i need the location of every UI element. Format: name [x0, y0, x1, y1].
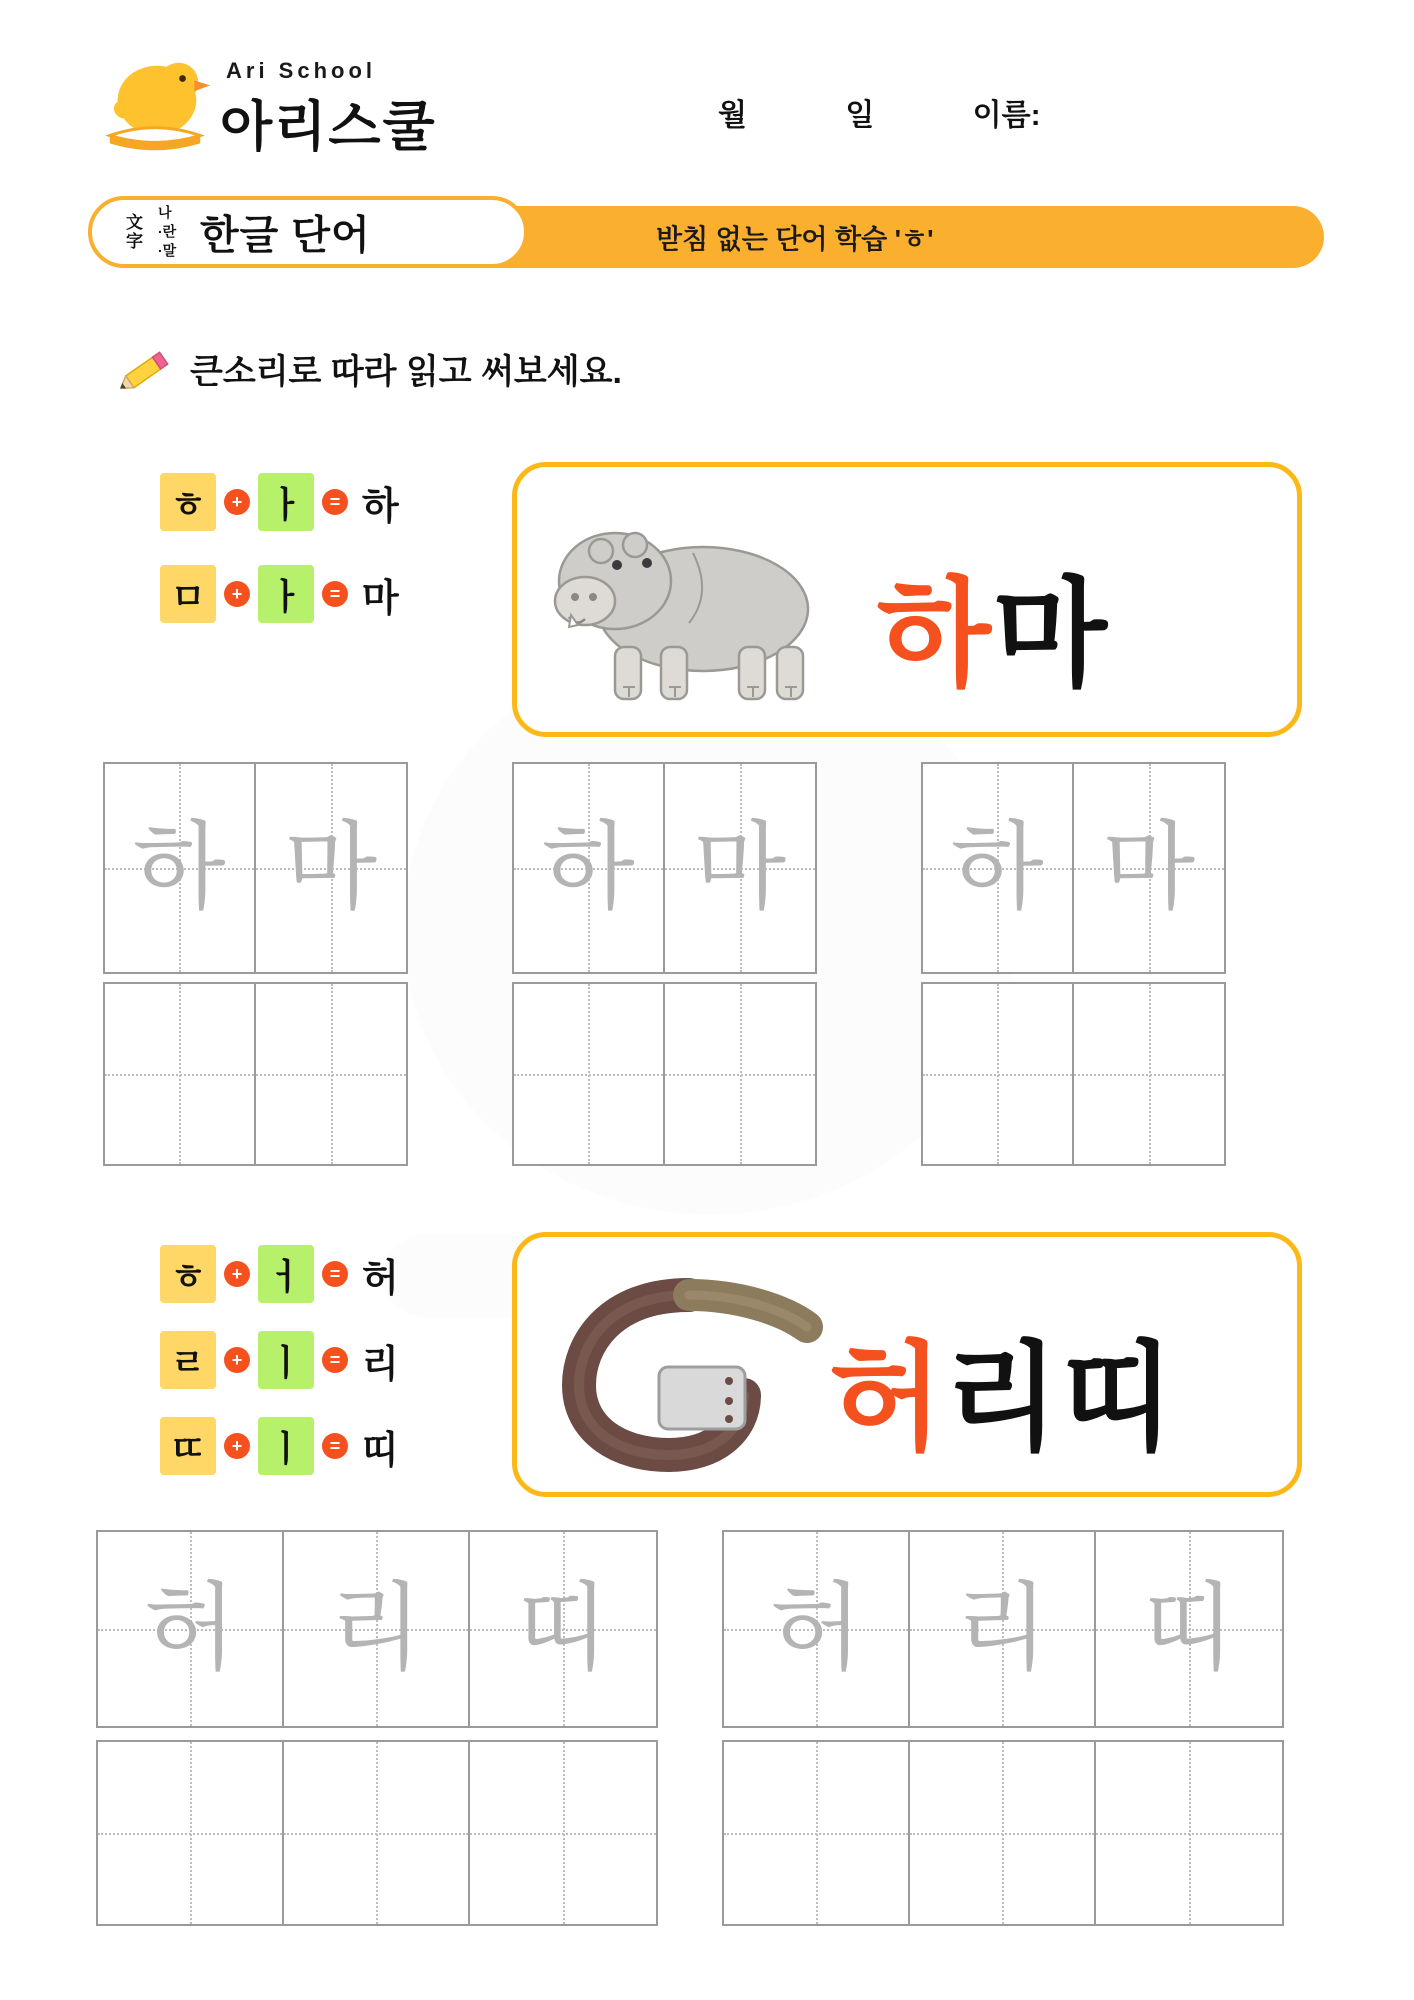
trace-grid[interactable]: [921, 762, 1226, 974]
word-char: 띠: [1061, 1333, 1177, 1465]
equals-icon: =: [322, 1261, 348, 1287]
word-char: 하: [877, 569, 993, 701]
ghost-char: 마: [693, 814, 787, 921]
title-bar: [88, 196, 1324, 268]
ghost-char: 하: [950, 814, 1044, 921]
equals-icon: =: [322, 1433, 348, 1459]
page-title: 한글 단어: [200, 213, 371, 258]
blank-cell[interactable]: [724, 1742, 910, 1924]
consonant-tile: ㅎ: [160, 1245, 216, 1303]
blank-cell[interactable]: [910, 1742, 1096, 1924]
equals-icon: =: [322, 1347, 348, 1373]
equation-row: [160, 1242, 399, 1306]
ghost-char: 마: [1102, 814, 1196, 921]
page-header: [88, 48, 1334, 158]
blank-grid[interactable]: [96, 1740, 658, 1926]
syllable-result: 리: [362, 1343, 399, 1386]
trace-cell[interactable]: [1074, 764, 1225, 972]
blank-cell[interactable]: [256, 984, 407, 1164]
field-month: 월: [718, 99, 747, 132]
equation-row: [160, 1328, 399, 1392]
word-text-heoritti: [829, 1303, 1177, 1473]
word-text-hama: [877, 539, 1109, 709]
blank-cell[interactable]: [923, 984, 1074, 1164]
field-name: 이름:: [972, 99, 1041, 132]
equation-row: [160, 1414, 399, 1478]
equation-block-hama: [160, 470, 399, 654]
word-card-hama: [512, 462, 1302, 737]
syllable-result: 띠: [362, 1429, 399, 1472]
instruction-text: 큰소리로 따라 읽고 써보세요.: [190, 353, 622, 391]
trace-cell[interactable]: [724, 1532, 910, 1726]
word-char: 허: [829, 1333, 945, 1465]
blank-grid[interactable]: [512, 982, 817, 1166]
ghost-char: 하: [132, 814, 226, 921]
title-hanja-right: 나 ·란 ·말: [158, 204, 177, 259]
chick-logo-icon: [96, 58, 214, 158]
syllable-result: 마: [362, 577, 399, 620]
pencil-icon: [120, 346, 178, 392]
equation-row: [160, 562, 399, 626]
title-hanja-left: 文 字: [126, 213, 143, 251]
blank-cell[interactable]: [1096, 1742, 1282, 1924]
header-fields: [718, 90, 1041, 134]
ghost-char: 허: [769, 1575, 863, 1682]
blank-grid[interactable]: [921, 982, 1226, 1166]
trace-grid[interactable]: [103, 762, 408, 974]
equals-icon: =: [322, 489, 348, 515]
hippo-illustration: [543, 489, 843, 719]
consonant-tile: ㄹ: [160, 1331, 216, 1389]
vowel-tile: ㅏ: [258, 473, 314, 531]
subtitle-text: 받침 없는 단어 학습 'ㅎ': [656, 224, 934, 255]
ghost-char: 마: [284, 814, 378, 921]
plus-icon: +: [224, 489, 250, 515]
equation-row: [160, 470, 399, 534]
trace-grid[interactable]: [96, 1530, 658, 1728]
ghost-char: 리: [329, 1575, 423, 1682]
word-char: 마: [993, 569, 1109, 701]
syllable-result: 하: [362, 485, 399, 528]
field-day: 일: [845, 99, 875, 132]
vowel-tile: ㅣ: [258, 1417, 314, 1475]
plus-icon: +: [224, 1261, 250, 1287]
consonant-tile: ㅁ: [160, 565, 216, 623]
blank-cell[interactable]: [284, 1742, 470, 1924]
blank-grid[interactable]: [103, 982, 408, 1166]
trace-cell[interactable]: [910, 1532, 1096, 1726]
plus-icon: +: [224, 1433, 250, 1459]
trace-grid[interactable]: [512, 762, 817, 974]
title-pill: [88, 196, 528, 268]
brand-logo: [88, 48, 508, 158]
trace-cell[interactable]: [284, 1532, 470, 1726]
trace-cell[interactable]: [1096, 1532, 1282, 1726]
plus-icon: +: [224, 1347, 250, 1373]
blank-grid[interactable]: [722, 1740, 1284, 1926]
vowel-tile: ㅏ: [258, 565, 314, 623]
brand-name-ko: 아리스쿨: [220, 97, 437, 157]
blank-cell[interactable]: [665, 984, 816, 1164]
ghost-char: 띠: [516, 1575, 610, 1682]
word-char: 리: [945, 1333, 1061, 1465]
ghost-char: 하: [541, 814, 635, 921]
blank-cell[interactable]: [98, 1742, 284, 1924]
subtitle-banner: [406, 206, 1324, 268]
plus-icon: +: [224, 581, 250, 607]
consonant-tile: ㅎ: [160, 473, 216, 531]
trace-cell[interactable]: [98, 1532, 284, 1726]
trace-grid[interactable]: [722, 1530, 1284, 1728]
ghost-char: 허: [143, 1575, 237, 1682]
vowel-tile: ㅣ: [258, 1331, 314, 1389]
equation-block-heoritti: [160, 1242, 399, 1478]
equals-icon: =: [322, 581, 348, 607]
blank-cell[interactable]: [470, 1742, 656, 1924]
ghost-char: 리: [955, 1575, 1049, 1682]
word-card-heoritti: [512, 1232, 1302, 1497]
instruction-row: [120, 344, 622, 393]
trace-cell[interactable]: [514, 764, 665, 972]
trace-cell[interactable]: [256, 764, 407, 972]
blank-cell[interactable]: [105, 984, 256, 1164]
vowel-tile: ㅓ: [258, 1245, 314, 1303]
syllable-result: 허: [362, 1257, 399, 1300]
belt-illustration: [539, 1255, 839, 1485]
trace-cell[interactable]: [105, 764, 256, 972]
blank-cell[interactable]: [1074, 984, 1225, 1164]
blank-cell[interactable]: [514, 984, 665, 1164]
trace-cell[interactable]: [923, 764, 1074, 972]
trace-cell[interactable]: [665, 764, 816, 972]
consonant-tile: ㄸ: [160, 1417, 216, 1475]
brand-name-en: Ari School: [226, 58, 377, 83]
trace-cell[interactable]: [470, 1532, 656, 1726]
ghost-char: 띠: [1142, 1575, 1236, 1682]
